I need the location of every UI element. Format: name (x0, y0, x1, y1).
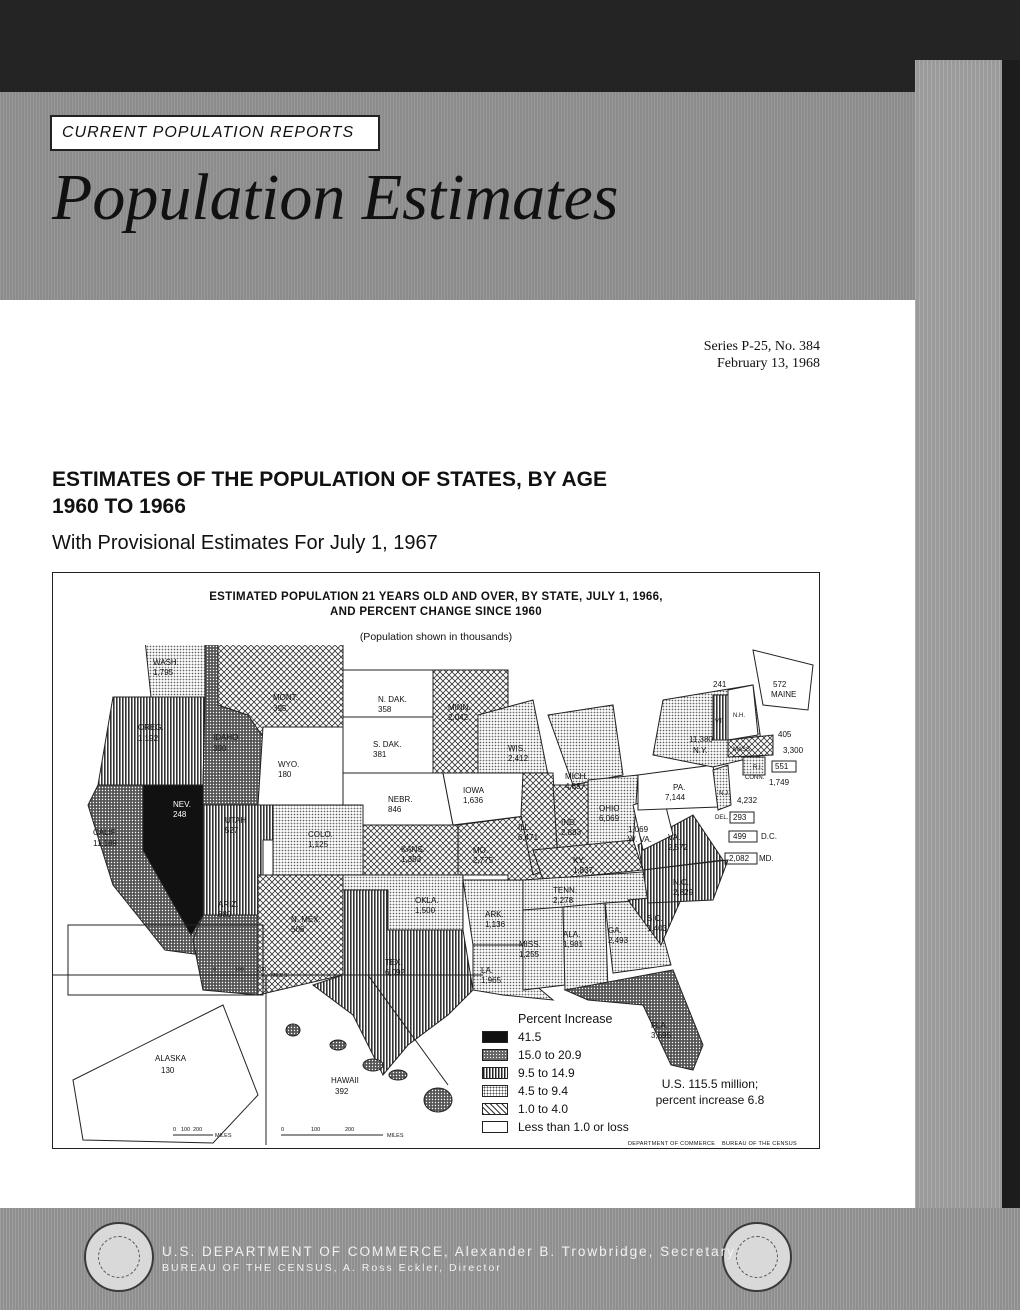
label-ind-name: IND. (561, 818, 577, 827)
commerce-seal-icon (84, 1222, 154, 1292)
label-nmex-value: 506 (291, 925, 305, 934)
headline-line-1: ESTIMATES OF THE POPULATION OF STATES, BY AGE (52, 468, 607, 491)
label-hawaii-value: 392 (335, 1087, 349, 1096)
legend-swatch-white (482, 1121, 508, 1133)
map-credit-bureau: BUREAU OF THE CENSUS (722, 1141, 797, 1147)
label-mich-name: MICH. (565, 772, 588, 781)
label-maine-name: MAINE (771, 690, 797, 699)
footer-department-line: U.S. DEPARTMENT OF COMMERCE, Alexander B. Trowbridge, Secretary (162, 1244, 736, 1259)
label-ky-name: KY. (573, 856, 585, 865)
binding-shadow (1002, 60, 1020, 1310)
legend-swatch-vertical-lines (482, 1067, 508, 1079)
map-legend (482, 1012, 632, 1136)
label-vt-value: 241 (713, 680, 727, 689)
label-nev-name: NEV. (173, 800, 191, 809)
scale-conus-tick-0: 0 (213, 967, 217, 973)
scale-alaska-unit: MILES (215, 1133, 232, 1139)
label-ga-name: GA. (608, 926, 622, 935)
label-md-value: 2,082 (729, 854, 750, 863)
scale-conus-tick-2: 200 (257, 967, 267, 973)
label-sdak-value: 381 (373, 750, 387, 759)
legend-label: Less than 1.0 or loss (518, 1120, 629, 1134)
us-total-note (640, 1076, 780, 1108)
label-tenn-value: 2,278 (553, 896, 574, 905)
legend-title: Percent Increase (518, 1012, 613, 1026)
label-wyo-value: 180 (278, 770, 292, 779)
legend-item (482, 1046, 632, 1064)
label-colo-value: 1,125 (308, 840, 329, 849)
scale-alaska-tick-1: 100 (181, 1127, 191, 1133)
map-note: (Population shown in thousands) (359, 631, 513, 643)
label-del-value: 293 (733, 813, 747, 822)
label-ark-name: ARK. (485, 910, 504, 919)
headline-line-2: 1960 TO 1966 (52, 495, 186, 518)
series-number: Series P-25, No. 384 (703, 339, 820, 354)
legend-swatch-dots-dark (482, 1049, 508, 1061)
legend-label: 1.0 to 4.0 (518, 1102, 569, 1116)
label-wyo-name: WYO. (278, 760, 300, 769)
label-dc-name: D.C. (761, 832, 777, 841)
label-minn-value: 2,042 (448, 713, 469, 722)
label-ri-name: R.I. (753, 765, 763, 771)
label-ri-value: 551 (775, 762, 789, 771)
label-ala-value: 1,981 (563, 940, 584, 949)
label-pa-value: 7,144 (665, 793, 686, 802)
series-number-block (660, 338, 820, 372)
label-ala-name: ALA. (563, 930, 581, 939)
label-kans-value: 1,353 (401, 855, 422, 864)
scale-alaska-tick-2: 200 (193, 1127, 203, 1133)
label-okla-value: 1,500 (415, 906, 436, 915)
label-mass-value: 3,300 (783, 746, 804, 755)
us-total-line-2: percent increase 6.8 (655, 1093, 765, 1107)
us-total-line-1: U.S. 115.5 million; (661, 1077, 759, 1091)
state-vt (713, 695, 728, 740)
label-okla-name: OKLA. (415, 896, 439, 905)
legend-item (482, 1100, 632, 1118)
label-sc-name: S.C. (647, 914, 663, 923)
label-tex-name: TEX. (385, 958, 403, 967)
map-title (60, 590, 812, 620)
label-la-name: LA. (481, 966, 494, 975)
label-wva-value: 1,069 (628, 825, 649, 834)
legend-swatch-crosshatch (482, 1103, 508, 1115)
legend-item (482, 1064, 632, 1082)
label-pa-name: PA. (673, 783, 686, 792)
label-ky-value: 1,837 (573, 866, 594, 875)
label-vt-name: VT. (715, 719, 724, 725)
label-ndak-value: 358 (378, 705, 392, 714)
label-fla-value: 3,595 (651, 1031, 672, 1040)
scale-hawaii-unit: MILES (387, 1133, 404, 1139)
label-mich-value: 4,837 (565, 782, 586, 791)
label-alaska-value: 130 (161, 1066, 175, 1075)
label-nmex-name: N. MEX. (291, 915, 321, 924)
label-ariz-name: ARIZ. (218, 900, 239, 909)
header-dark-strip (0, 0, 1020, 92)
label-ill-name: ILL. (518, 823, 532, 832)
label-del-name: DEL. (715, 815, 729, 821)
label-mont-name: MONT. (273, 693, 298, 702)
scale-hawaii-tick-2: 200 (345, 1127, 355, 1133)
subheadline: With Provisional Estimates For July 1, 1967 (52, 532, 438, 554)
legend-swatch-dots-light (482, 1085, 508, 1097)
legend-label: 41.5 (518, 1030, 542, 1044)
series-tag: CURRENT POPULATION REPORTS (50, 115, 380, 151)
label-mo-value: 2,775 (473, 856, 494, 865)
label-sc-value: 1,403 (647, 924, 668, 933)
label-calif-value: 11,189 (93, 839, 117, 848)
label-ill-value: 6,471 (518, 833, 539, 842)
label-conn-value: 1,749 (769, 778, 790, 787)
label-nc-value: 2,829 (673, 888, 694, 897)
legend-item (482, 1118, 632, 1136)
scale-alaska-tick-0: 0 (173, 1127, 177, 1133)
label-conn-name: CONN. (745, 775, 765, 781)
label-colo-name: COLO. (308, 830, 333, 839)
label-miss-name: MISS. (519, 940, 541, 949)
label-nev-value: 248 (173, 810, 187, 819)
label-tenn-name: TENN. (553, 886, 577, 895)
scale-conus-tick-1: 100 (235, 967, 245, 973)
label-nj-name: N.J. (719, 791, 730, 797)
label-nebr-value: 846 (388, 805, 402, 814)
label-ndak-name: N. DAK. (378, 695, 407, 704)
label-minn-name: MINN. (448, 703, 471, 712)
label-wva-name: W. VA. (628, 835, 652, 844)
scale-hawaii-tick-0: 0 (281, 1127, 285, 1133)
label-iowa-value: 1,636 (463, 796, 484, 805)
label-la-value: 1,965 (481, 976, 502, 985)
label-wash-value: 1,795 (153, 668, 174, 677)
label-nh-name: N.H. (733, 713, 745, 719)
label-idaho-value: 390 (213, 744, 227, 753)
label-maine-value: 572 (773, 680, 787, 689)
legend-item (482, 1082, 632, 1100)
map-title-line-1: ESTIMATED POPULATION 21 YEARS OLD AND OVER, BY STATE, JULY 1, 1966, (209, 591, 663, 603)
legend-swatch-solid (482, 1031, 508, 1043)
label-utah-value: 527 (225, 826, 239, 835)
label-oreg-value: 1,192 (138, 734, 159, 743)
label-wis-name: WIS. (508, 744, 526, 753)
label-nh-value: 405 (778, 730, 792, 739)
label-wis-value: 2,412 (508, 754, 529, 763)
label-mass-name: MASS. (733, 747, 752, 753)
legend-label: 4.5 to 9.4 (518, 1084, 569, 1098)
scale-conus-unit: MILES (271, 973, 288, 979)
label-idaho-name: IDAHO (213, 733, 239, 742)
label-nc-name: N.C. (673, 878, 689, 887)
label-ohio-name: OHIO (599, 804, 620, 813)
label-alaska-name: ALASKA (155, 1054, 187, 1063)
label-calif-name: CALIF. (93, 828, 118, 837)
label-va-name: VA. (668, 833, 681, 842)
label-dc-value: 499 (733, 832, 747, 841)
legend-label: 9.5 to 14.9 (518, 1066, 575, 1080)
legend-item (482, 1028, 632, 1046)
label-oreg-name: OREG. (138, 723, 164, 732)
label-iowa-name: IOWA (463, 786, 485, 795)
label-wash-name: WASH. (153, 658, 179, 667)
label-nj-value: 4,232 (737, 796, 758, 805)
label-ind-value: 2,883 (561, 828, 582, 837)
label-nebr-name: NEBR. (388, 795, 413, 804)
label-utah-name: UTAH (225, 816, 247, 825)
label-tex-value: 6,092 (385, 968, 406, 977)
label-va-value: 2,572 (668, 843, 689, 852)
report-title: Population Estimates (52, 161, 619, 234)
scale-hawaii-tick-1: 100 (311, 1127, 321, 1133)
us-state-map (53, 645, 820, 1145)
label-mo-name: MO. (473, 846, 489, 855)
label-ny-value: 11,380 (689, 735, 713, 744)
label-ohio-value: 6,069 (599, 814, 620, 823)
label-sdak-name: S. DAK. (373, 740, 402, 749)
label-md-name: MD. (759, 854, 774, 863)
label-ny-name: N.Y. (693, 746, 708, 755)
map-credit-department: DEPARTMENT OF COMMERCE (628, 1141, 716, 1147)
report-date: February 13, 1968 (716, 356, 820, 371)
label-mont-value: 395 (273, 704, 287, 713)
state-wyo (258, 727, 343, 805)
footer-bureau-line: BUREAU OF THE CENSUS, A. Ross Eckler, Director (162, 1262, 502, 1274)
label-hawaii-name: HAWAII (331, 1076, 359, 1085)
headline (52, 466, 692, 520)
label-miss-value: 1,255 (519, 950, 540, 959)
label-ariz-value: 880 (218, 910, 232, 919)
label-kans-name: KANS. (401, 845, 426, 854)
label-fla-name: FLA. (651, 1021, 668, 1030)
legend-label: 15.0 to 20.9 (518, 1048, 582, 1062)
map-title-line-2: AND PERCENT CHANGE SINCE 1960 (330, 606, 542, 618)
label-ga-value: 2,493 (608, 936, 629, 945)
label-ark-value: 1,136 (485, 920, 506, 929)
